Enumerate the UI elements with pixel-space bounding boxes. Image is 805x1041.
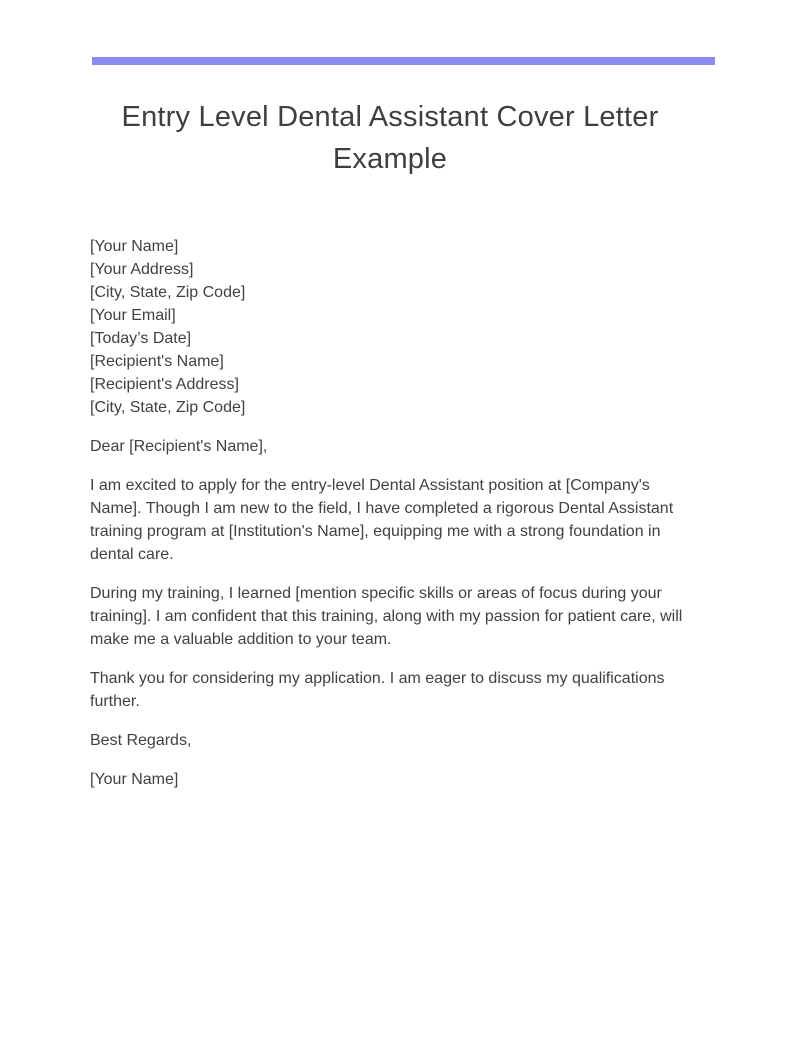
address-line-your-email: [Your Email] <box>90 307 176 324</box>
signature: [Your Name] <box>90 771 179 788</box>
closing: Best Regards, <box>90 732 192 749</box>
address-line-recipient-city: [City, State, Zip Code] <box>90 399 246 416</box>
address-line-recipient-name: [Recipient's Name] <box>90 353 224 370</box>
body-paragraph-3: Thank you for considering my application. I am eager to discuss my qualifications further. <box>90 670 665 710</box>
accent-bar <box>92 57 715 65</box>
address-line-todays-date: [Today’s Date] <box>90 330 192 347</box>
letter-body <box>90 235 690 791</box>
body-paragraph-2: During my training, I learned [mention specific skills or areas of focus during your training]. I am confident that this training, along with my passion for patient care, will make me a valuable addition to your team. <box>90 585 683 648</box>
address-block <box>90 235 690 419</box>
body-paragraph-1: I am excited to apply for the entry-level Dental Assistant position at [Company's Name]. Though I am new to the field, I have completed a rigorous Dental Assistant training program at [Institution's Name], equipping me with a strong foundation in dental care. <box>90 477 674 563</box>
greeting: Dear [Recipient's Name], <box>90 438 268 455</box>
page-title: Entry Level Dental Assistant Cover Letter Example <box>121 101 659 175</box>
address-line-city-state-zip: [City, State, Zip Code] <box>90 284 246 301</box>
address-line-your-name: [Your Name] <box>90 238 179 255</box>
address-line-recipient-address: [Recipient's Address] <box>90 376 239 393</box>
address-line-your-address: [Your Address] <box>90 261 194 278</box>
